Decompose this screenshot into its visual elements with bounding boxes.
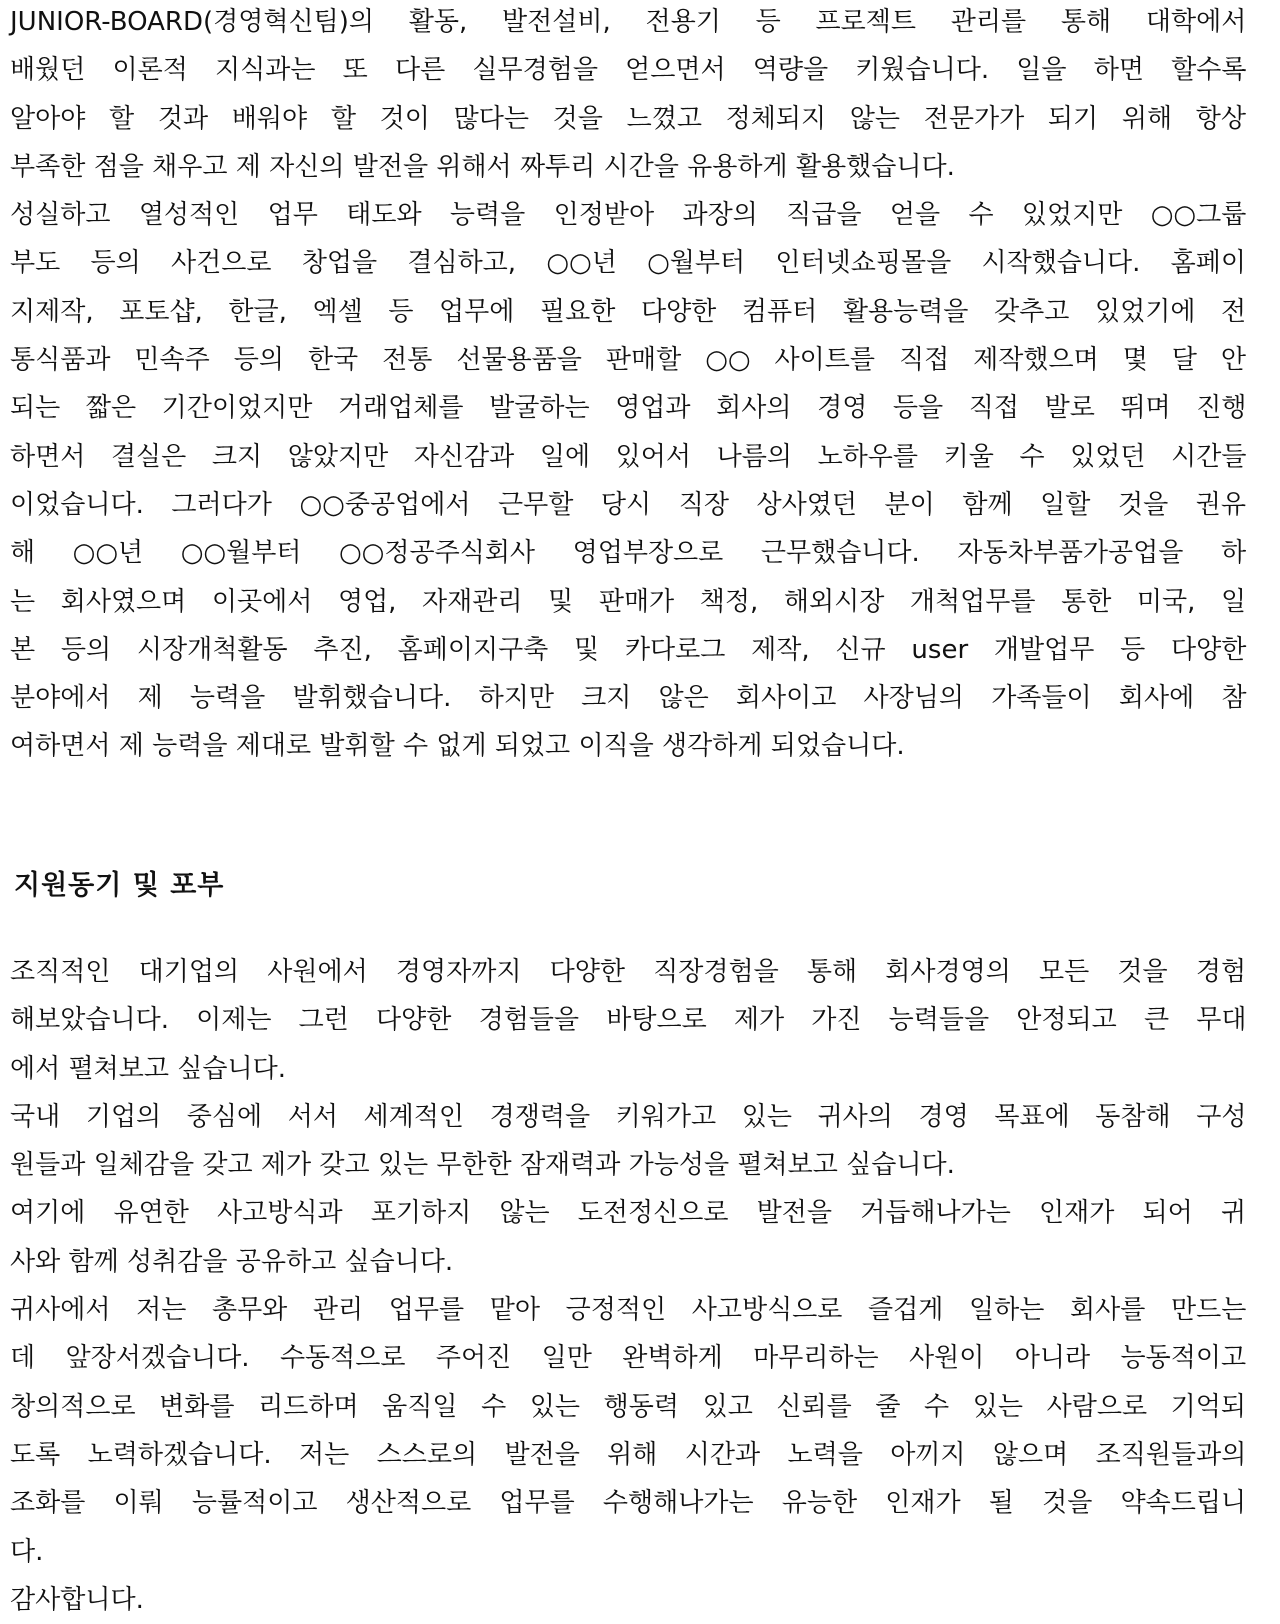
text-line: 도록 노력하겠습니다. 저는 스스로의 발전을 위해 시간과 노력을 아끼지 않으며 조직원들과의	[10, 1439, 1247, 1470]
text-line: 하면서 결실은 크지 않았지만 자신감과 일에 있어서 나름의 노하우를 키울 수 있었던 시간들	[10, 441, 1247, 472]
text-line: 분야에서 제 능력을 발휘했습니다. 하지만 크지 않은 회사이고 사장님의 가족들이 회사에 참	[10, 683, 1247, 714]
text-line: 본 등의 시장개척활동 추진, 홈페이지구축 및 카다로그 제작, 신규 user 개발업무 등 다양한	[10, 634, 1247, 665]
text-line: 여하면서 제 능력을 제대로 발휘할 수 없게 되었고 이직을 생각하게 되었습니다.	[10, 731, 905, 762]
text-line: 에서 펼쳐보고 싶습니다.	[10, 1053, 286, 1084]
section-heading: 지원동기 및 포부	[14, 870, 225, 901]
text-line: JUNIOR-BOARD(경영혁신팀)의 활동, 발전설비, 전용기 등 프로젝트 관리를 통해 대학에서	[10, 7, 1247, 37]
text-line: 통식품과 민속주 등의 한국 전통 선물용품을 판매할 ○○ 사이트를 직접 제작했으며 몇 달 안	[10, 345, 1246, 376]
text-line: 데 앞장서겠습니다. 수동적으로 주어진 일만 완벽하게 마무리하는 사원이 아니라 능동적이고	[10, 1343, 1247, 1374]
text-line: 되는 짧은 기간이었지만 거래업체를 발굴하는 영업과 회사의 경영 등을 직접 발로 뛰며 진행	[10, 393, 1247, 424]
text-line: 조직적인 대기업의 사원에서 경영자까지 다양한 직장경험을 통해 회사경영의 모든 것을 경험	[10, 957, 1247, 987]
text-line: 이었습니다. 그러다가 ○○중공업에서 근무할 당시 직장 상사였던 분이 함께 일할 것을 권유	[10, 489, 1246, 520]
text-line: 해 ○○년 ○○월부터 ○○정공주식회사 영업부장으로 근무했습니다. 자동차부품가공업을 하	[10, 538, 1247, 569]
text-line: 귀사에서 저는 총무와 관리 업무를 맡아 긍정적인 사고방식으로 즐겁게 일하는 회사를 만드는	[10, 1295, 1247, 1326]
text-line: 알아야 할 것과 배워야 할 것이 많다는 것을 느꼈고 정체되지 않는 전문가가 되기 위해 항상	[10, 103, 1246, 134]
text-line: 사와 함께 성취감을 공유하고 싶습니다.	[10, 1246, 454, 1277]
text-line: 는 회사였으며 이곳에서 영업, 자재관리 및 판매가 책정, 해외시장 개척업무를 통한 미국, 일	[10, 586, 1247, 617]
text-line: 국내 기업의 중심에 서서 세계적인 경쟁력을 키워가고 있는 귀사의 경영 목표에 동참해 구성	[10, 1101, 1247, 1132]
text-line: 부도 등의 사건으로 창업을 결심하고, ○○년 ○월부터 인터넷쇼핑몰을 시작했습니다. 홈페이	[10, 248, 1247, 279]
text-line: 여기에 유연한 사고방식과 포기하지 않는 도전정신으로 발전을 거듭해나가는 인재가 되어 귀	[10, 1198, 1247, 1229]
text-line: 해보았습니다. 이제는 그런 다양한 경험들을 바탕으로 제가 가진 능력들을 안정되고 큰 무대	[10, 1005, 1247, 1036]
text-line: 감사합니다.	[10, 1584, 144, 1615]
motivation-paragraphs	[10, 948, 1246, 1624]
text-line: 지제작, 포토샵, 한글, 엑셀 등 업무에 필요한 다양한 컴퓨터 활용능력을 갖추고 있었기에 전	[10, 296, 1247, 327]
career-paragraphs	[10, 0, 1246, 771]
text-line: 다.	[10, 1536, 44, 1567]
text-line: 원들과 일체감을 갖고 제가 갖고 있는 무한한 잠재력과 가능성을 펼쳐보고 싶습니다.	[10, 1150, 955, 1181]
text-line: 조화를 이뤄 능률적이고 생산적으로 업무를 수행해나가는 유능한 인재가 될 것을 약속드립니	[10, 1488, 1247, 1519]
text-line: 부족한 점을 채우고 제 자신의 발전을 위해서 짜투리 시간을 유용하게 활용했습니다.	[10, 151, 955, 182]
text-line: 배웠던 이론적 지식과는 또 다른 실무경험을 얻으면서 역량을 키웠습니다. 일을 하면 할수록	[10, 55, 1247, 86]
text-line: 창의적으로 변화를 리드하며 움직일 수 있는 행동력 있고 신뢰를 줄 수 있는 사람으로 기억되	[10, 1391, 1246, 1422]
text-line: 성실하고 열성적인 업무 태도와 능력을 인정받아 과장의 직급을 얻을 수 있었지만 ○○그룹	[10, 200, 1247, 231]
